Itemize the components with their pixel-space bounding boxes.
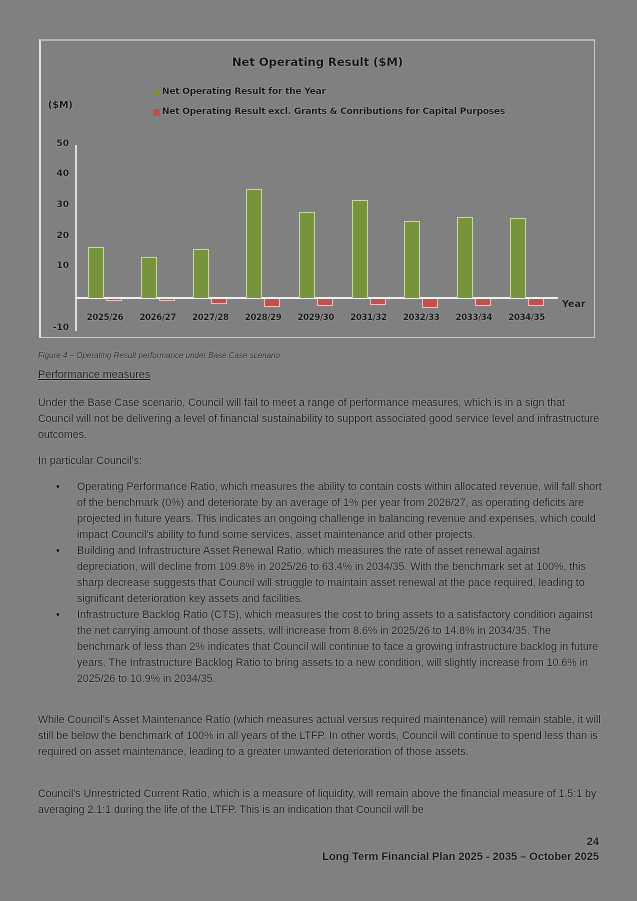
x-tick-label: 2027/28	[192, 313, 229, 323]
y-tick-label: 50	[56, 138, 69, 149]
x-tick-label: 2031/32	[350, 313, 387, 323]
x-tick-label: 2034/35	[508, 313, 545, 323]
bullet-infrastructure-backlog: • Infrastructure Backlog Ratio (CTS), which measures the cost to bring assets to a satisfactory condition against the net carrying amount of those assets, will increase from 8.6% in 2025/26 to 14.8% in 2034/35. The benchmark of less than 2% indicates that Council will continue to face a growing infrastructure backlog in future years. The Infrastructure Backlog Ratio to bring assets to a new condition, will slightly increase from 10.6% in 2025/26 to 10.9% in 2034/35.	[56, 609, 599, 685]
x-tick-label: 2026/27	[139, 313, 176, 323]
chart-title: Net Operating Result ($M)	[231, 55, 404, 69]
bar-net-result-excl-grants	[264, 299, 280, 307]
bar-net-result	[404, 221, 420, 298]
net-operating-result-chart	[39, 39, 595, 338]
liquidity-paragraph: Council's Unrestricted Current Ratio, which is a measure of liquidity, will remain above the financial measure of 1.5:1 by averaging 2.1:1 during the life of the LTFP. This is an indication that Council will be	[38, 788, 597, 816]
y-tick-label: -10	[52, 322, 69, 333]
bullet-asset-renewal: • Building and Infrastructure Asset Renewal Ratio, which measures the rate of asset renewal against depreciation, will decline from 109.8% in 2025/26 to 63.4% in 2034/35. With the benchmark set at 100%, this sharp decrease suggests that Council will struggle to maintain asset renewal at the pace required, leading to significant deterioration key assets and facilities.	[56, 545, 586, 605]
bullet-operating-performance: • Operating Performance Ratio, which measures the ability to contain costs within allocated revenue, will fall short of the benchmark (0%) and deteriorate by an average of 1% per year from 2026/27, as operating deficits are projected in future years. This indicates an ongoing challenge in balancing revenue and expenses, which could impact Council's ability to fund some services, asset maintenance and other projects.	[56, 481, 602, 541]
bar-net-result-excl-grants	[422, 299, 438, 308]
bar-net-result-excl-grants	[106, 299, 122, 301]
y-axis-line	[75, 145, 77, 331]
x-tick-label: 2033/34	[455, 313, 493, 323]
y-tick-label: 40	[56, 169, 69, 180]
x-axis-label: Year	[562, 299, 586, 310]
bar-net-result	[193, 249, 209, 298]
bar-net-result	[246, 189, 262, 298]
x-tick-label: 2028/29	[244, 313, 282, 323]
intro-paragraph: Under the Base Case scenario, Council will fail to meet a range of performance measures, which is in a sign that Council will not be delivering a level of financial sustainability to support associated good service level and infrastructure outcomes.	[38, 397, 600, 441]
bullet-icon: •	[56, 481, 60, 493]
y-tick-label: 30	[56, 199, 69, 210]
bar-net-result	[457, 217, 473, 298]
x-tick-label: 2029/30	[297, 313, 335, 323]
performance-bullet-list	[38, 479, 603, 687]
bar-net-result-excl-grants	[159, 299, 175, 301]
bar-net-result	[88, 247, 104, 298]
y-tick-label: 20	[56, 230, 69, 241]
y-tick-label: 10	[56, 261, 69, 272]
figure-caption: Figure 4 – Operating Result performance under Base Case scenario	[38, 351, 280, 360]
bar-net-result-excl-grants	[528, 299, 544, 306]
legend-label: Net Operating Result for the Year	[162, 87, 326, 97]
bullet-icon: •	[56, 545, 60, 557]
bar-net-result	[141, 257, 157, 298]
bar-net-result	[510, 218, 526, 298]
bar-net-result-excl-grants	[317, 299, 333, 306]
bar-net-result	[299, 212, 315, 298]
x-tick-label: 2025/26	[86, 313, 124, 323]
maintenance-paragraph: While Council's Asset Maintenance Ratio (which measures actual versus required maintenance) will remain stable, it will still be below the benchmark of 100% in all years of the LTFP. In other words, Council will continue to spend less than is required on asset maintenance, leading to a greater unwanted deterioration of those assets.	[38, 714, 601, 758]
page-number: 24	[586, 836, 599, 848]
bar-net-result-excl-grants	[475, 299, 491, 306]
bar-net-result-excl-grants	[211, 299, 227, 304]
chart-plot-area	[41, 41, 597, 340]
x-tick-label: 2032/33	[402, 313, 440, 323]
footer-document-title: Long Term Financial Plan 2025 - 2035 – October 2025	[322, 851, 599, 863]
section-heading: Performance measures	[38, 369, 151, 381]
bar-net-result	[352, 200, 368, 298]
bullet-icon: •	[56, 609, 60, 621]
y-axis-unit-label: ($M)	[48, 100, 73, 111]
lead-paragraph: In particular Council's:	[38, 455, 142, 467]
bar-net-result-excl-grants	[370, 299, 386, 305]
legend-label: Net Operating Result excl. Grants & Conributions for Capital Purposes	[162, 107, 506, 117]
